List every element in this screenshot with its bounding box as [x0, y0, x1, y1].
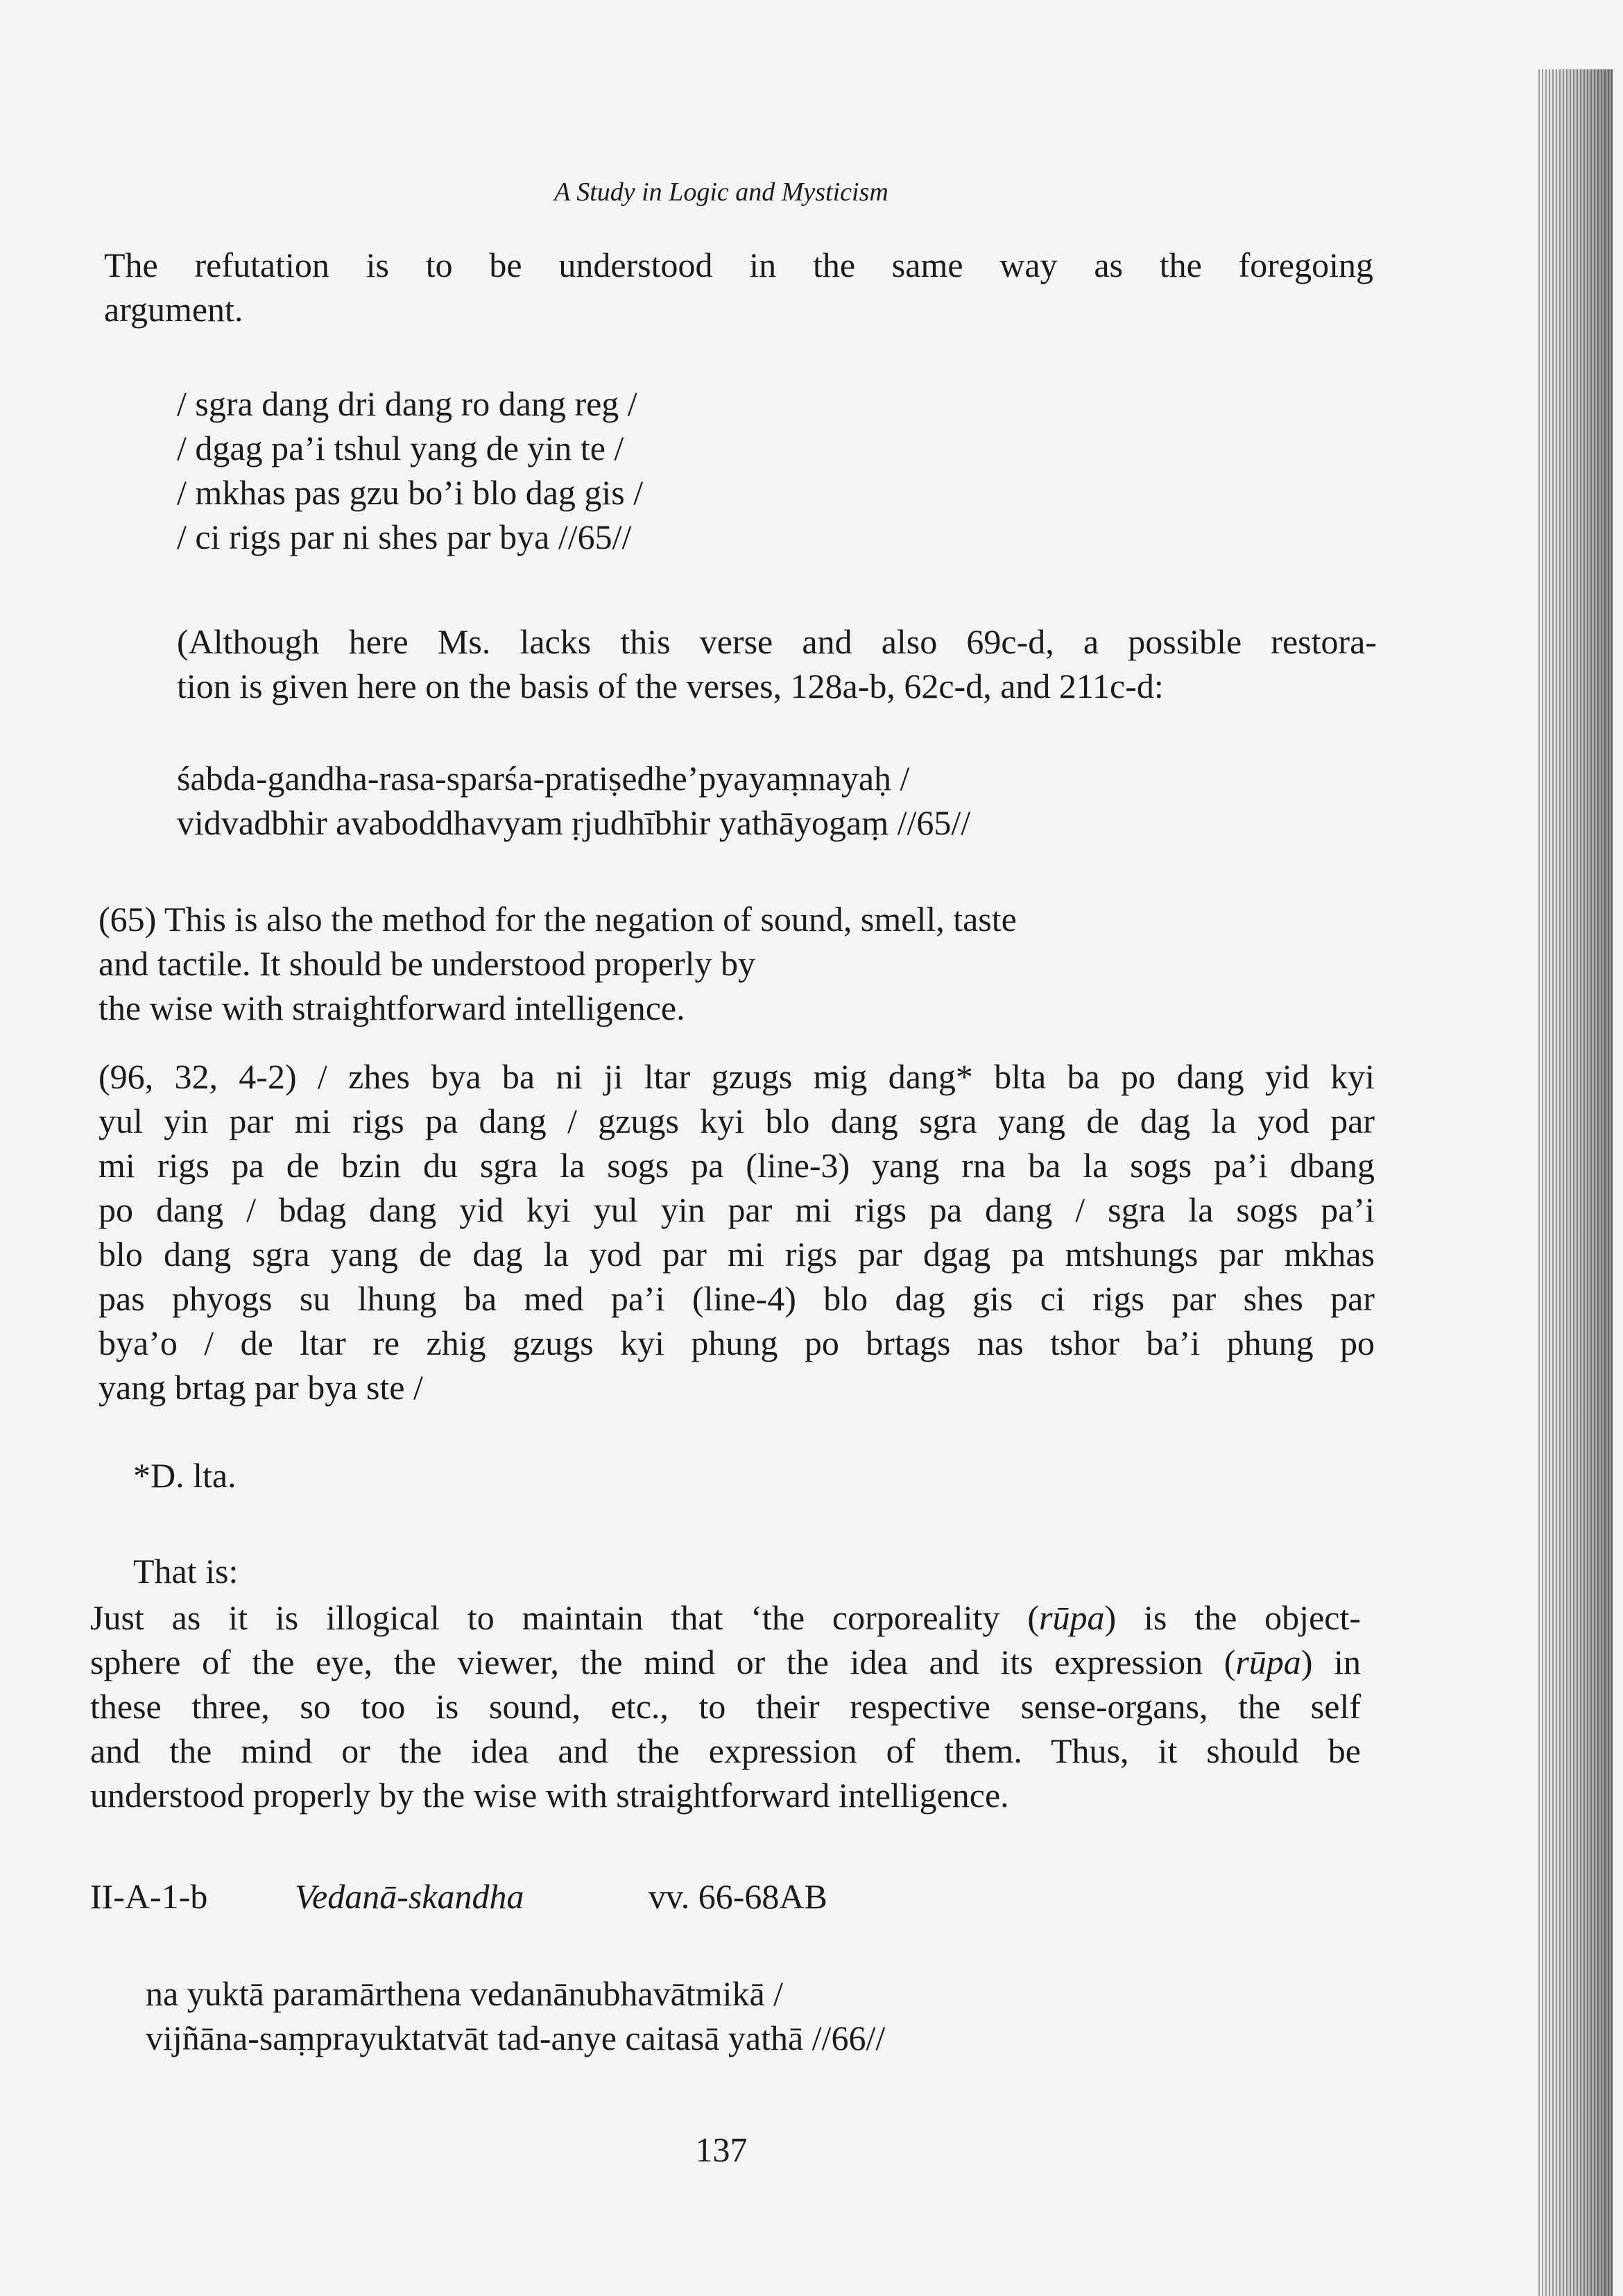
- verse-line: vidvadbhir avaboddhavyam ṛjudhībhir yathāyogaṃ //65//: [177, 803, 971, 842]
- verse-line: / dgag pa’i tshul yang de yin te /: [177, 429, 624, 468]
- commentary-tibetan: [98, 1054, 1375, 1410]
- verse-line: na yuktā paramārthena vedanānubhavātmikā /: [146, 1974, 784, 2013]
- verse-65-sanskrit: [177, 756, 970, 845]
- text-line: (Although here Ms. lacks this verse and also 69c-d, a possible restora-: [177, 622, 1377, 661]
- verse-66-sanskrit: [146, 1971, 885, 2060]
- text-line: these three, so too is sound, etc., to their respective sense-organs, the self: [90, 1687, 1361, 1726]
- text-line: (96, 32, 4-2) / zhes bya ba ni ji ltar gzugs mig dang* blta ba po dang yid kyi: [98, 1057, 1375, 1096]
- text-line: tion is given here on the basis of the verses, 128a-b, 62c-d, and 211c-d:: [177, 667, 1164, 705]
- page-number: 137: [695, 2130, 748, 2169]
- section-heading: [90, 1876, 827, 1917]
- text-line: po dang / bdag dang yid kyi yul yin par mi rigs pa dang / sgra la sogs pa’i: [98, 1190, 1375, 1229]
- paragraph-refutation: [104, 243, 1373, 332]
- term-rupa: rūpa: [1235, 1643, 1301, 1681]
- running-head: A Study in Logic and Mysticism: [554, 178, 888, 207]
- text-line: Just as it is illogical to maintain that ‘the corporeality (rūpa) is the object-: [90, 1598, 1361, 1637]
- verse-line: śabda-gandha-rasa-sparśa-pratiṣedhe’pyayaṃnayaḥ /: [177, 759, 910, 798]
- verse-line: / sgra dang dri dang ro dang reg /: [177, 384, 637, 423]
- that-is-label: That is:: [133, 1552, 239, 1591]
- text-line: mi rigs pa de bzin du sgra la sogs pa (line-3) yang rna ba la sogs pa’i dbang: [98, 1146, 1375, 1185]
- text-line: and the mind or the idea and the expression of them. Thus, it should be: [90, 1731, 1361, 1770]
- term-rupa: rūpa: [1038, 1598, 1105, 1637]
- text-line: sphere of the eye, the viewer, the mind or the idea and its expression (rūpa) in: [90, 1643, 1361, 1681]
- restoration-note: [177, 619, 1377, 708]
- text-line: blo dang sgra yang de dag la yod par mi rigs par dgag pa mtshungs par mkhas: [98, 1235, 1375, 1274]
- translation-65: [98, 897, 1017, 1030]
- text-line: yang brtag par bya ste /: [98, 1368, 423, 1407]
- section-title: Vedanā-skandha: [295, 1877, 524, 1916]
- text-line: understood properly by the wise with straightforward intelligence.: [90, 1776, 1009, 1815]
- verse-line: / ci rigs par ni shes par bya //65//: [177, 517, 632, 556]
- verse-line: / mkhas pas gzu bo’i blo dag gis /: [177, 473, 644, 512]
- text-line: yul yin par mi rigs pa dang / gzugs kyi blo dang sgra yang de dag la yod par: [98, 1102, 1375, 1140]
- text-line: and tactile. It should be understood properly by: [98, 944, 755, 983]
- text-line: pas phyogs su lhung ba med pa’i (line-4) blo dag gis ci rigs par shes par: [98, 1279, 1375, 1318]
- text-line: bya’o / de ltar re zhig gzugs kyi phung po brtags nas tshor ba’i phung po: [98, 1323, 1375, 1362]
- explanation-paragraph: [90, 1595, 1361, 1817]
- text-line: the wise with straightforward intelligence.: [98, 988, 685, 1027]
- text-line: The refutation is to be understood in the same way as the foregoing: [104, 246, 1373, 284]
- footnote: *D. lta.: [133, 1456, 237, 1495]
- verse-65-tibetan: [177, 382, 643, 559]
- section-id: II-A-1-b: [90, 1877, 208, 1916]
- section-verses: vv. 66-68AB: [649, 1877, 827, 1916]
- verse-line: vijñāna-saṃprayuktatvāt tad-anye caitasā yathā //66//: [146, 2019, 886, 2057]
- text-line: (65) This is also the method for the negation of sound, smell, taste: [98, 900, 1017, 939]
- page-edge-shadow: [1536, 69, 1613, 2296]
- text-line: argument.: [104, 290, 243, 329]
